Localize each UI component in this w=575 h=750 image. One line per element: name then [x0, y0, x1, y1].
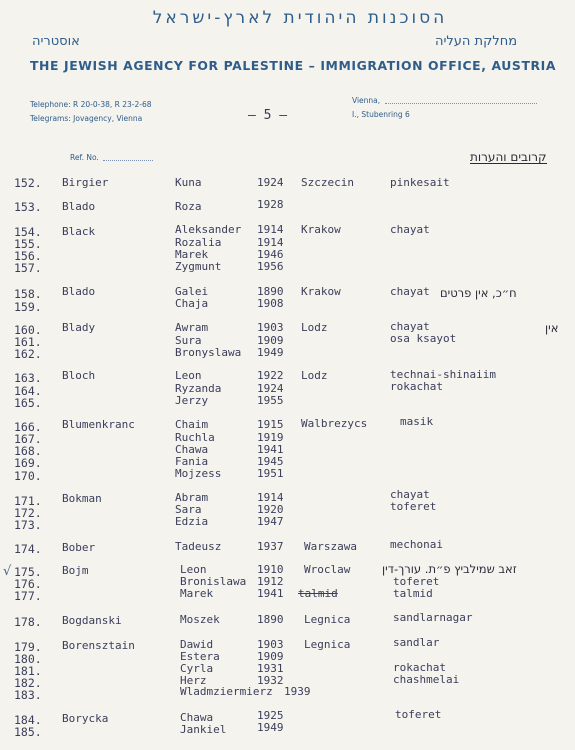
entry-surname: Blady — [62, 321, 96, 334]
entry-birth-year: 1932 — [257, 674, 284, 687]
entry-surname: Blado — [62, 200, 96, 213]
entry-birth-year: 1890 — [257, 285, 284, 298]
entry-occupation: chayat — [390, 320, 430, 333]
entry-first-name: Rozalia — [175, 236, 222, 249]
entry-number: 169. — [14, 456, 42, 470]
entry-surname: Bojm — [62, 564, 89, 577]
entry-surname: Borensztain — [62, 639, 135, 652]
entry-occupation: toferet — [393, 575, 440, 588]
entry-first-name: Aleksander — [175, 223, 242, 236]
entry-first-name: Herz — [180, 674, 207, 687]
entry-occupation: sandlar — [393, 636, 440, 649]
entry-birth-year: 1914 — [257, 491, 284, 504]
entry-place: Wroclaw — [304, 563, 351, 576]
entry-birth-year: 1919 — [257, 431, 284, 444]
address-line: I., Stubenring 6 — [352, 110, 410, 119]
entry-place: Lodz — [301, 321, 328, 334]
entry-first-name: Wladmziermierz — [180, 685, 273, 698]
entry-occupation: pinkesait — [390, 176, 450, 189]
entry-occupation: technai-shinaiim — [390, 368, 496, 381]
entry-place: Krakow — [301, 285, 341, 298]
entry-number: 181. — [14, 664, 42, 678]
entry-birth-year: 1908 — [257, 297, 284, 310]
entry-first-name: Tadeusz — [175, 540, 222, 553]
entry-occupation: rokachat — [393, 661, 446, 674]
entry-number: 171. — [14, 494, 42, 508]
entry-first-name: Cyrla — [180, 662, 214, 675]
entry-number: 153. — [14, 200, 42, 214]
entry-number: 172. — [14, 506, 42, 520]
english-agency-title: THE JEWISH AGENCY FOR PALESTINE – IMMIGRATION OFFICE, AUSTRIA — [30, 58, 557, 73]
hebrew-austria-label: אוסטריה — [32, 34, 80, 49]
entry-number: 156. — [14, 249, 42, 263]
entry-birth-year: 1939 — [284, 685, 311, 698]
entry-first-name: Chawa — [175, 443, 209, 456]
entry-first-name: Dawid — [180, 638, 214, 651]
entry-birth-year: 1903 — [257, 321, 284, 334]
entry-birth-year: 1912 — [257, 575, 284, 588]
entry-first-name: Moszek — [180, 613, 220, 626]
entry-first-name: Bronislawa — [180, 575, 247, 588]
entry-first-name: Ryzanda — [175, 382, 222, 395]
entry-birth-year: 1949 — [257, 346, 284, 359]
entry-birth-year: 1909 — [257, 650, 284, 663]
ref-label: Ref. No. — [70, 153, 99, 162]
entry-first-name: Jerzy — [175, 394, 209, 407]
entry-first-name: Awram — [175, 321, 209, 334]
entry-occupation: talmid — [393, 587, 433, 600]
hebrew-note: ח״כ, אין פרטים — [440, 286, 517, 300]
entry-occupation: toferet — [390, 500, 437, 513]
entry-number: 152. — [14, 176, 42, 190]
hebrew-agency-title: הסוכנות היהודית לארץ-ישראל — [152, 8, 448, 28]
entry-first-name: Jankiel — [180, 723, 227, 736]
entry-first-name: Sara — [175, 503, 202, 516]
entry-occupation: masik — [400, 415, 434, 428]
entry-birth-year: 1949 — [257, 721, 284, 734]
entry-birth-year: 1945 — [257, 455, 284, 468]
entry-number: 170. — [14, 469, 42, 483]
entry-place: Walbrezycs — [301, 417, 368, 430]
entry-surname: Bogdanski — [62, 614, 122, 627]
entry-first-name: Marek — [175, 248, 209, 261]
entry-number: 185. — [14, 725, 42, 739]
telegrams-line: Telegrams: Jovagency, Vienna — [30, 114, 143, 123]
entry-number: 165. — [14, 396, 42, 410]
entry-occupation: sandlarnagar — [393, 611, 473, 624]
entry-first-name: Roza — [175, 200, 202, 213]
entry-number: 161. — [14, 335, 42, 349]
entry-birth-year: 1903 — [257, 638, 284, 651]
entry-birth-year: 1941 — [257, 587, 284, 600]
handwritten-check-mark: √ — [3, 564, 12, 579]
entry-birth-year: 1914 — [257, 236, 284, 249]
entry-first-name: Zygmunt — [175, 260, 222, 273]
entry-number: 177. — [14, 589, 42, 603]
entry-number: 173. — [14, 518, 42, 532]
entry-first-name: Fania — [175, 455, 209, 468]
entry-first-name: Sura — [175, 334, 202, 347]
entry-surname: Bober — [62, 541, 96, 554]
entry-surname: Blado — [62, 285, 96, 298]
entry-first-name: Leon — [180, 563, 207, 576]
entry-first-name: Chawa — [180, 711, 214, 724]
entry-number: 162. — [14, 347, 42, 361]
entry-birth-year: 1909 — [257, 334, 284, 347]
entry-birth-year: 1924 — [257, 176, 284, 189]
city-label: Vienna, — [352, 96, 381, 105]
entry-birth-year: 1910 — [257, 563, 284, 576]
entry-surname: Birgier — [62, 176, 109, 189]
entry-number: 176. — [14, 577, 42, 591]
entry-birth-year: 1956 — [257, 260, 284, 273]
entry-first-name: Estera — [180, 650, 220, 663]
entry-number: 163. — [14, 371, 42, 385]
entry-surname: Blumenkranc — [62, 418, 135, 431]
entry-birth-year: 1931 — [257, 662, 284, 675]
entry-number: 183. — [14, 688, 42, 702]
entry-number: 155. — [14, 237, 42, 251]
entry-birth-year: 1915 — [257, 418, 284, 431]
page-number: – 5 – — [248, 108, 288, 123]
entry-number: 175. — [14, 565, 42, 579]
entry-number: 180. — [14, 652, 42, 666]
entry-birth-year: 1941 — [257, 443, 284, 456]
entry-place: Szczecin — [301, 176, 354, 189]
entry-number: 166. — [14, 420, 42, 434]
entry-number: 178. — [14, 615, 42, 629]
entry-first-name: Chaja — [175, 297, 209, 310]
telephone-line: Telephone: R 20-0-38, R 23-2-68 — [30, 100, 152, 109]
entry-number: 182. — [14, 676, 42, 690]
entry-birth-year: 1947 — [257, 515, 284, 528]
entry-number: 158. — [14, 287, 42, 301]
entry-birth-year: 1951 — [257, 467, 284, 480]
entry-place: Legnica — [304, 613, 351, 626]
entry-first-name: Abram — [175, 491, 209, 504]
entry-number: 179. — [14, 640, 42, 654]
entry-occupation: chayat — [390, 223, 430, 236]
entry-place: Krakow — [301, 223, 341, 236]
entry-surname: Bokman — [62, 492, 102, 505]
entry-birth-year: 1922 — [257, 369, 284, 382]
entry-first-name: Bronyslawa — [175, 346, 242, 359]
entry-birth-year: 1946 — [257, 248, 284, 261]
column-header-relatives-notes: קרובים והערות — [470, 150, 547, 164]
entry-number: 160. — [14, 323, 42, 337]
entry-place: Warszawa — [304, 540, 357, 553]
entry-number: 184. — [14, 713, 42, 727]
entry-birth-year: 1920 — [257, 503, 284, 516]
entry-birth-year: 1925 — [257, 709, 284, 722]
entry-occupation: chayat — [390, 285, 430, 298]
entry-place: Lodz — [301, 369, 328, 382]
entry-place: Legnica — [304, 638, 351, 651]
entry-birth-year: 1955 — [257, 394, 284, 407]
entry-birth-year: 1924 — [257, 382, 284, 395]
entry-number: 174. — [14, 542, 42, 556]
entry-occupation: chashmelai — [393, 673, 460, 686]
ref-dotted-line — [103, 160, 153, 161]
entry-occupation: chayat — [390, 488, 430, 501]
hebrew-note: אין — [545, 321, 559, 335]
entry-place-struck: talmid — [298, 587, 338, 600]
entry-number: 164. — [14, 384, 42, 398]
entry-first-name: Galei — [175, 285, 209, 298]
entry-surname: Black — [62, 225, 96, 238]
city-dotted-line — [385, 103, 537, 104]
entry-surname: Bloch — [62, 369, 96, 382]
entry-surname: Borycka — [62, 712, 109, 725]
entry-number: 157. — [14, 261, 42, 275]
entry-occupation: osa ksayot — [390, 332, 457, 345]
entry-first-name: Edzia — [175, 515, 209, 528]
hebrew-note: זאב שמילביץ פ״ת. עורך-דין — [382, 562, 517, 576]
entry-first-name: Kuna — [175, 176, 202, 189]
entry-number: 154. — [14, 225, 42, 239]
entry-first-name: Chaim — [175, 418, 209, 431]
entry-occupation: rokachat — [390, 380, 443, 393]
entry-number: 159. — [14, 300, 42, 314]
entry-first-name: Ruchla — [175, 431, 215, 444]
entry-first-name: Leon — [175, 369, 202, 382]
entry-first-name: Marek — [180, 587, 214, 600]
entry-birth-year: 1890 — [257, 613, 284, 626]
entry-birth-year: 1937 — [257, 540, 284, 553]
entry-number: 167. — [14, 432, 42, 446]
entry-first-name: Mojzess — [175, 467, 222, 480]
entry-birth-year: 1914 — [257, 223, 284, 236]
entry-birth-year: 1928 — [257, 198, 284, 211]
hebrew-department-label: מחלקת העליה — [435, 34, 518, 49]
entry-occupation: toferet — [395, 708, 442, 721]
entry-number: 168. — [14, 444, 42, 458]
entry-occupation: mechonai — [390, 538, 443, 551]
